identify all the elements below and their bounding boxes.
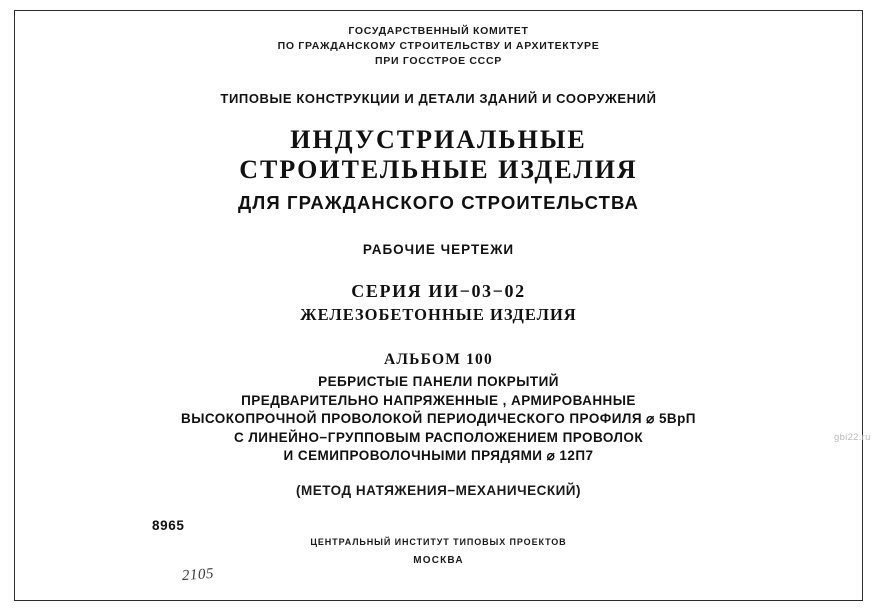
watermark: gbi22.ru (834, 432, 871, 443)
tensioning-method-note: (МЕТОД НАТЯЖЕНИЯ−МЕХАНИЧЕСКИЙ) (295, 482, 582, 498)
series-code: СЕРИЯ ИИ−03−02 (351, 281, 526, 301)
page-title-line-2: СТРОИТЕЛЬНЫЕ ИЗДЕЛИЯ (239, 155, 638, 184)
committee-line-2: ПО ГРАЖДАНСКОМУ СТРОИТЕЛЬСТВУ И АРХИТЕКТУРЕ (277, 40, 600, 52)
committee-heading (0, 24, 877, 69)
document-number: 8965 (152, 518, 185, 533)
series-type: ЖЕЛЕЗОБЕТОННЫЕ ИЗДЕЛИЯ (300, 305, 577, 324)
album-block (0, 351, 877, 466)
page-title-line-1: ИНДУСТРИАЛЬНЫЕ (290, 125, 587, 154)
album-description-line-2: ПРЕДВАРИТЕЛЬНО НАПРЯЖЕННЫЕ , АРМИРОВАННЫЕ (241, 392, 636, 408)
standard-constructions-line: ТИПОВЫЕ КОНСТРУКЦИИ И ДЕТАЛИ ЗДАНИЙ И СООРУЖЕНИЙ (220, 91, 657, 106)
series-block (0, 281, 877, 325)
album-description-line-1: РЕБРИСТЫЕ ПАНЕЛИ ПОКРЫТИЙ (318, 374, 559, 389)
committee-line-1: ГОСУДАРСТВЕННЫЙ КОМИТЕТ (348, 25, 529, 37)
album-description-line-3: ВЫСОКОПРОЧНОЙ ПРОВОЛОКОЙ ПЕРИОДИЧЕСКОГО ПРОФИЛЯ ⌀ 5ВрП (181, 411, 696, 426)
album-description (0, 373, 877, 466)
footer-city: МОСКВА (413, 555, 464, 566)
page-subtitle: ДЛЯ ГРАЖДАНСКОГО СТРОИТЕЛЬСТВА (237, 192, 640, 213)
page-footer (0, 537, 877, 566)
committee-line-3: ПРИ ГОССТРОЕ СССР (375, 55, 502, 67)
working-drawings-label: РАБОЧИЕ ЧЕРТЕЖИ (362, 242, 515, 257)
footer-institute: ЦЕНТРАЛЬНЫЙ ИНСТИТУТ ТИПОВЫХ ПРОЕКТОВ (310, 537, 567, 547)
album-number: АЛЬБОМ 100 (384, 351, 493, 368)
album-description-line-4: С ЛИНЕЙНО−ГРУППОВЫМ РАСПОЛОЖЕНИЕМ ПРОВОЛОК (233, 429, 644, 445)
page-title (0, 125, 877, 185)
handwritten-number: 2105 (181, 565, 215, 585)
album-description-line-5: И СЕМИПРОВОЛОЧНЫМИ ПРЯДЯМИ ⌀ 12П7 (283, 448, 594, 463)
